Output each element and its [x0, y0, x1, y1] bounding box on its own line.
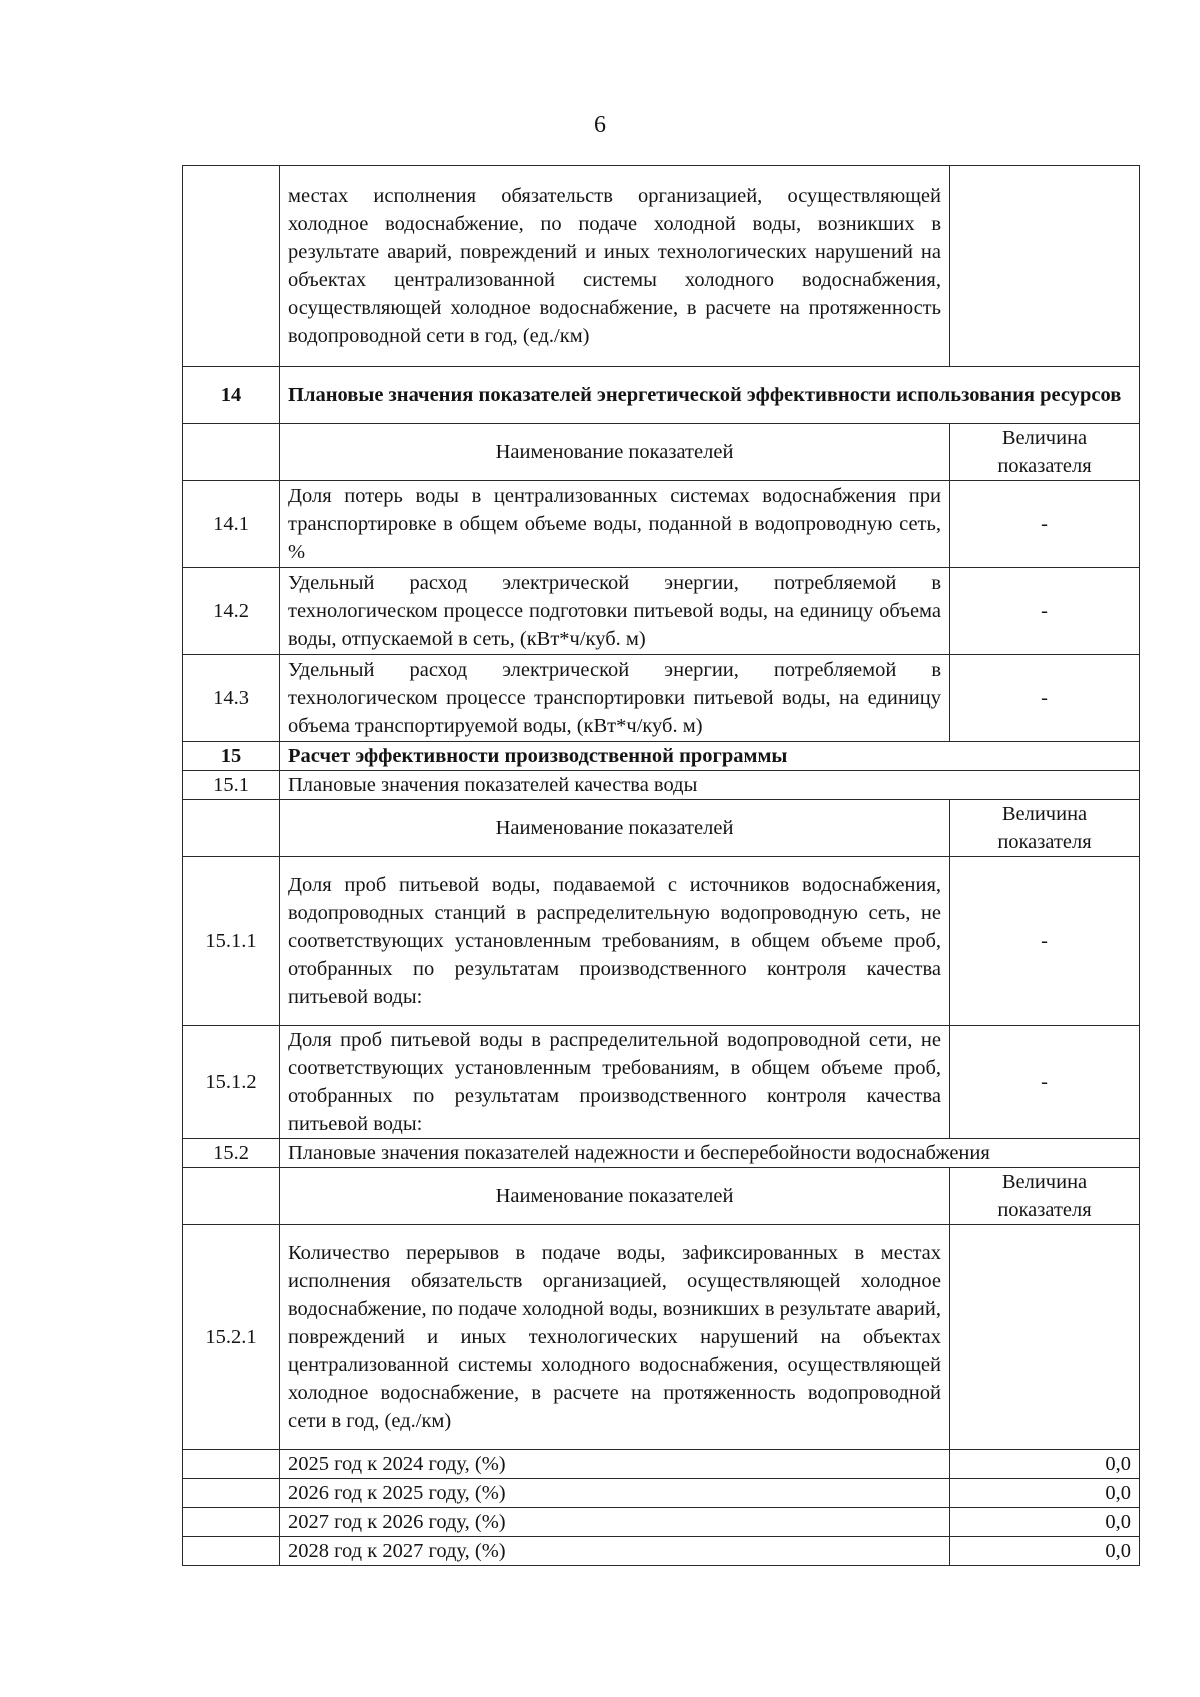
indicator-text: Удельный расход электрической энергии, потребляемой в технологическом процессе подготовки питьевой воды, на единицу объема воды, отпускаемой в сеть, (кВт*ч/куб. м) — [280, 568, 950, 655]
row-number: 15.2.1 — [183, 1225, 280, 1450]
column-header-name: Наименование показателей — [280, 1168, 950, 1225]
indicators-table — [182, 165, 1140, 1566]
indicator-value: - — [950, 568, 1140, 655]
subsection-number: 15.1 — [183, 771, 280, 800]
row-number — [183, 424, 280, 481]
table-row — [183, 568, 1140, 655]
row-number: 14.2 — [183, 568, 280, 655]
row-number — [183, 166, 280, 367]
subsection-title: Плановые значения показателей надежности и бесперебойности водоснабжения — [280, 1139, 1140, 1168]
column-header-value: Величина показателя — [950, 1168, 1140, 1225]
subsection-row — [183, 1139, 1140, 1168]
year-comparison-label: 2028 год к 2027 году, (%) — [280, 1537, 950, 1566]
row-number — [183, 1537, 280, 1566]
subsection-row — [183, 771, 1140, 800]
indicator-text: Количество перерывов в подаче воды, зафиксированных в местах исполнения обязательств организацией, осуществляющей холодное водоснабжение, по подаче холодной воды, возникших в результате аварий, повреждений и иных технологических нарушений на объектах централизованной системы холодного водоснабжения, осуществляющей холодное водоснабжение, в расчете на протяженность водопроводной сети в год, (ед./км) — [280, 1225, 950, 1450]
year-comparison-label: 2027 год к 2026 году, (%) — [280, 1508, 950, 1537]
table-row — [183, 857, 1140, 1026]
row-number — [183, 800, 280, 857]
subsection-number: 15.2 — [183, 1139, 280, 1168]
row-number: 15.1.1 — [183, 857, 280, 1026]
table-row — [183, 1026, 1140, 1139]
year-comparison-label: 2025 год к 2024 году, (%) — [280, 1450, 950, 1479]
indicator-value: - — [950, 857, 1140, 1026]
indicator-text: Удельный расход электрической энергии, потребляемой в технологическом процессе транспортировки питьевой воды, на единицу объема транспортируемой воды, (кВт*ч/куб. м) — [280, 655, 950, 742]
year-comparison-value: 0,0 — [950, 1479, 1140, 1508]
indicator-value: - — [950, 1026, 1140, 1139]
row-number — [183, 1168, 280, 1225]
table-row — [183, 481, 1140, 568]
table-row — [183, 1225, 1140, 1450]
subsection-title: Плановые значения показателей качества воды — [280, 771, 1140, 800]
year-comparison-label: 2026 год к 2025 году, (%) — [280, 1479, 950, 1508]
indicator-text: местах исполнения обязательств организацией, осуществляющей холодное водоснабжение, по подаче холодной воды, возникших в результате аварий, повреждений и иных технологических нарушений на объектах централизованной системы холодного водоснабжения, осуществляющей холодное водоснабжение, в расчете на протяженность водопроводной сети в год, (ед./км) — [280, 166, 950, 367]
section-number: 14 — [183, 367, 280, 424]
year-comparison-value: 0,0 — [950, 1450, 1140, 1479]
year-row — [183, 1537, 1140, 1566]
row-number — [183, 1450, 280, 1479]
row-number — [183, 1479, 280, 1508]
row-number: 15.1.2 — [183, 1026, 280, 1139]
indicator-text: Доля проб питьевой воды в распределительной водопроводной сети, не соответствующих установленным требованиям, в общем объеме проб, отобранных по результатам производственного контроля качества питьевой воды: — [280, 1026, 950, 1139]
year-comparison-value: 0,0 — [950, 1508, 1140, 1537]
indicator-text: Доля потерь воды в централизованных системах водоснабжения при транспортировке в общем объеме воды, поданной в водопроводную сеть, % — [280, 481, 950, 568]
year-comparison-value: 0,0 — [950, 1537, 1140, 1566]
indicator-text: Доля проб питьевой воды, подаваемой с источников водоснабжения, водопроводных станций в распределительную водопроводную сеть, не соответствующих установленным требованиям, в общем объеме проб, отобранных по результатам производственного контроля качества питьевой воды: — [280, 857, 950, 1026]
header-row — [183, 424, 1140, 481]
column-header-name: Наименование показателей — [280, 800, 950, 857]
section-number: 15 — [183, 742, 280, 771]
indicator-value: - — [950, 655, 1140, 742]
row-number: 14.3 — [183, 655, 280, 742]
section-title: Расчет эффективности производственной программы — [280, 742, 1140, 771]
indicator-value — [950, 166, 1140, 367]
header-row — [183, 1168, 1140, 1225]
column-header-value: Величина показателя — [950, 800, 1140, 857]
indicator-value: - — [950, 481, 1140, 568]
section-row — [183, 367, 1140, 424]
row-number: 14.1 — [183, 481, 280, 568]
section-row — [183, 742, 1140, 771]
year-row — [183, 1508, 1140, 1537]
table-row — [183, 166, 1140, 367]
table-row — [183, 655, 1140, 742]
header-row — [183, 800, 1140, 857]
year-row — [183, 1450, 1140, 1479]
column-header-value: Величина показателя — [950, 424, 1140, 481]
indicator-value — [950, 1225, 1140, 1450]
column-header-name: Наименование показателей — [280, 424, 950, 481]
page-number: 6 — [594, 112, 606, 138]
year-row — [183, 1479, 1140, 1508]
section-title: Плановые значения показателей энергетической эффективности использования ресурсов — [280, 367, 1140, 424]
row-number — [183, 1508, 280, 1537]
